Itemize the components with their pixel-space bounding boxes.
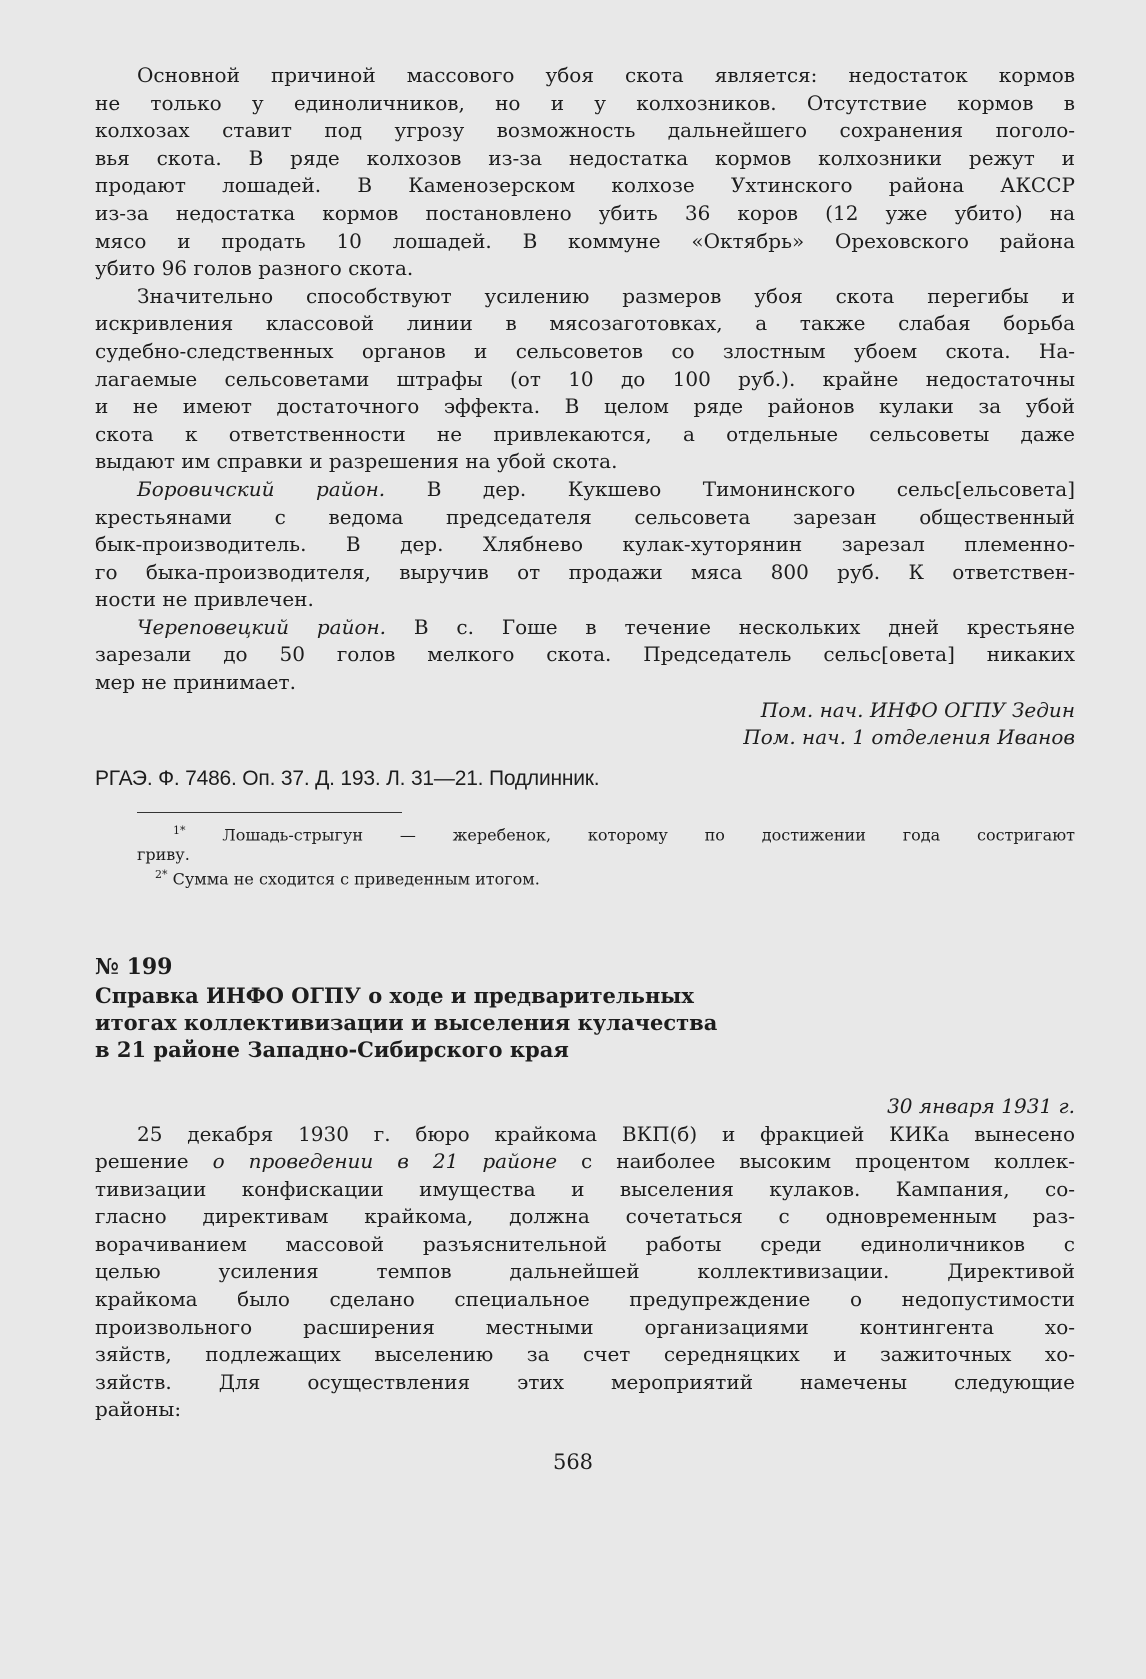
document-number: № 199	[95, 953, 173, 980]
page-number: 568	[552, 1450, 594, 1474]
italic-text: Череповецкий район.	[137, 614, 387, 639]
text-line	[95, 366, 1075, 394]
signature-ivanov: Пом. нач. 1 отделения Иванов	[743, 725, 1075, 750]
text-line	[95, 1231, 1075, 1259]
text-line	[95, 448, 1075, 476]
text-line	[95, 283, 1075, 311]
text-line	[95, 1341, 1075, 1369]
text-line	[95, 1121, 1075, 1149]
text-segment: Значительно способствуют усилению размеров убоя скота перегибы и	[137, 283, 1075, 308]
text-line	[95, 393, 1075, 421]
text-line	[95, 531, 1075, 559]
text-segment: В дер. Кукшево Тимонинского сельс[ельсовета]	[385, 476, 1076, 501]
text-line	[95, 476, 1075, 504]
text-segment: тивизации конфискации имущества и выселения кулаков. Кампания, со-	[95, 1176, 1075, 1201]
signature-zedin: Пом. нач. ИНФО ОГПУ Зедин	[760, 697, 1075, 722]
text-segment: лагаемые сельсоветами штрафы (от 10 до 100 руб.). крайне недостаточны	[95, 366, 1075, 391]
title-line: в 21 районе Западно-Сибирского края	[95, 1036, 569, 1062]
text-segment: решение	[95, 1149, 213, 1174]
text-segment: с наиболее высоким процентом коллек-	[557, 1149, 1076, 1174]
text-line	[95, 145, 1075, 173]
text-line	[95, 255, 1075, 283]
footnote-text: Сумма не сходится с приведенным итогом.	[172, 869, 540, 889]
text-segment: го быка-производителя, выручив от продажи мяса 800 руб. К ответствен-	[95, 559, 1075, 584]
italic-text: Боровичский район.	[137, 476, 386, 501]
title-line: итогах коллективизации и выселения кулачества	[95, 1009, 718, 1035]
footnote-1	[95, 821, 1075, 845]
text-line	[95, 421, 1075, 449]
paragraph	[95, 1121, 1075, 1425]
text-segment: из-за недостатка кормов постановлено убить 36 коров (12 уже убито) на	[95, 200, 1075, 225]
document-page	[95, 62, 1075, 1424]
footnote-divider	[137, 812, 402, 813]
text-line	[95, 1176, 1075, 1204]
text-segment: мер не принимает.	[95, 670, 296, 695]
text-segment: зяйств, подлежащих выселению за счет середняцких и зажиточных хо-	[95, 1342, 1075, 1367]
document-date: 30 января 1931 г.	[887, 1093, 1075, 1118]
text-segment: зарезали до 50 голов мелкого скота. Председатель сельс[овета] никаких	[95, 642, 1075, 667]
footnote-text: гриву.	[137, 845, 190, 865]
archive-source: РГАЭ. Ф. 7486. Оп. 37. Д. 193. Л. 31—21. Подлинник.	[95, 766, 600, 790]
text-line	[95, 1148, 1075, 1176]
text-segment: бык-производитель. В дер. Хлябнево кулак-хуторянин зарезал племенно-	[95, 532, 1075, 557]
document-body	[95, 1121, 1075, 1425]
text-segment: произвольного расширения местными организациями контингента хо-	[95, 1314, 1075, 1339]
italic-text: о проведении в 21 районе	[212, 1149, 558, 1174]
text-line	[95, 1286, 1075, 1314]
text-line	[95, 669, 1075, 697]
footnote-text: Лошадь-стрыгун — жеребенок, которому по достижении года состригают	[222, 825, 1076, 845]
text-segment: вья скота. В ряде колхозов из-за недостатка кормов колхозники режут и	[95, 145, 1075, 170]
text-segment: крестьянами с ведома председателя сельсовета зарезан общественный	[95, 504, 1075, 529]
text-segment: не только у единоличников, но и у колхозников. Отсутствие кормов в	[95, 90, 1075, 115]
text-line	[95, 338, 1075, 366]
text-segment: крайкома было сделано специальное предупреждение о недопустимости	[95, 1287, 1075, 1312]
text-segment: зяйств. Для осуществления этих мероприятий намечены следующие	[95, 1369, 1075, 1394]
paragraph	[95, 62, 1075, 283]
text-segment: продают лошадей. В Каменозерском колхозе Ухтинского района АКССР	[95, 173, 1075, 198]
text-segment: скота к ответственности не привлекаются, а отдельные сельсоветы даже	[95, 421, 1075, 446]
text-line	[95, 1369, 1075, 1397]
text-segment: районы:	[95, 1397, 182, 1422]
text-line	[95, 641, 1075, 669]
text-segment: и не имеют достаточного эффекта. В целом ряде районов кулаки за убой	[95, 394, 1075, 419]
footnotes	[95, 821, 1075, 890]
footnote-mark: 2*	[155, 868, 168, 882]
text-segment: мясо и продать 10 лошадей. В коммуне «Октябрь» Ореховского района	[95, 228, 1075, 253]
text-segment: искривления классовой линии в мясозаготовках, а также слабая борьба	[95, 311, 1075, 336]
text-line	[95, 228, 1075, 256]
footnote-1-cont	[95, 845, 1075, 865]
text-line	[95, 117, 1075, 145]
text-segment: целью усиления темпов дальнейшей коллективизации. Директивой	[95, 1259, 1075, 1284]
title-line: Справка ИНФО ОГПУ о ходе и предварительных	[95, 982, 694, 1008]
text-line	[95, 90, 1075, 118]
paragraph	[95, 476, 1075, 614]
text-segment: 25 декабря 1930 г. бюро крайкома ВКП(б) и фракцией КИКа вынесено	[137, 1121, 1075, 1146]
footnote-2	[95, 865, 1075, 889]
text-line	[95, 614, 1075, 642]
text-line	[95, 559, 1075, 587]
text-line	[95, 172, 1075, 200]
text-segment: убито 96 голов разного скота.	[95, 256, 414, 281]
text-segment: В с. Гоше в течение нескольких дней крестьяне	[386, 614, 1076, 639]
text-line	[95, 200, 1075, 228]
text-segment: гласно директивам крайкома, должна сочетаться с одновременным раз-	[95, 1204, 1075, 1229]
text-segment: Основной причиной массового убоя скота является: недостаток кормов	[137, 63, 1075, 87]
text-segment: выдают им справки и разрешения на убой скота.	[95, 449, 618, 474]
text-line	[95, 1258, 1075, 1286]
text-line	[95, 1314, 1075, 1342]
text-line	[95, 1396, 1075, 1424]
document-title	[95, 982, 795, 1063]
paragraph	[95, 283, 1075, 476]
report-continuation	[95, 62, 1075, 697]
text-segment: судебно-следственных органов и сельсоветов со злостным убоем скота. На-	[95, 338, 1075, 363]
text-line	[95, 1203, 1075, 1231]
text-line	[95, 504, 1075, 532]
text-line	[95, 62, 1075, 90]
text-segment: ворачиванием массовой разъяснительной работы среди единоличников с	[95, 1231, 1075, 1256]
footnote-mark: 1*	[173, 823, 186, 837]
text-line	[95, 310, 1075, 338]
text-segment: колхозах ставит под угрозу возможность дальнейшего сохранения поголо-	[95, 118, 1075, 143]
paragraph	[95, 614, 1075, 697]
text-line	[95, 586, 1075, 614]
text-segment: ности не привлечен.	[95, 587, 314, 612]
